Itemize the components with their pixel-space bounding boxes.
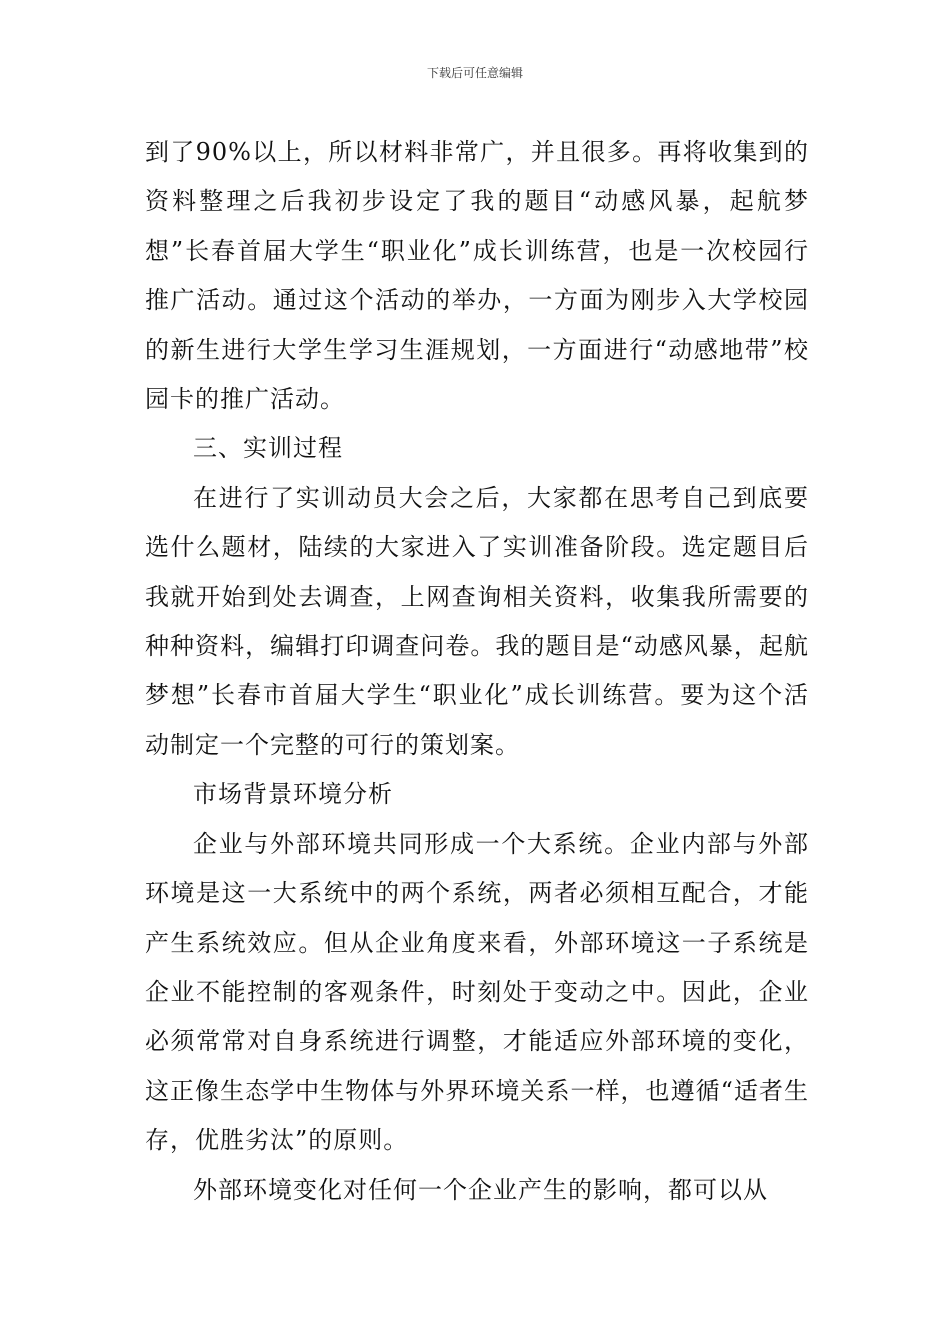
paragraph-environment-impact: 外部环境变化对任何一个企业产生的影响，都可以从: [193, 1175, 768, 1204]
paragraph-enterprise-environment: 企业与外部环境共同形成一个大系统。企业内部与外部环境是这一大系统中的两个系统，两者必须相互配合，才能产生系统效应。但从企业角度来看，外部环境这一子系统是企业不能控制的客观条件，时刻处于变动之中。因此，企业必须常常对自身系统进行调整，才能适应外部环境的变化，这正像生态学中生物体与外界环境关系一样，也遵循“适者生存，优胜劣汰”的原则。: [145, 829, 809, 1155]
document-body: [145, 128, 809, 1215]
section-heading-training-process: 三、实训过程: [193, 434, 343, 463]
page-header: 下载后可任意编辑: [426, 66, 523, 80]
section-heading-market-analysis: 市场背景环境分析: [193, 780, 393, 809]
paragraph-continuation: 到了90%以上，所以材料非常广，并且很多。再将收集到的资料整理之后我初步设定了我的题目“动感风暴，起航梦想”长春首届大学生“职业化”成长训练营，也是一次校园行推广活动。通过这个活动的举办，一方面为刚步入大学校园的新生进行大学生学习生涯规划，一方面进行“动感地带”校园卡的推广活动。: [145, 138, 809, 414]
paragraph-training-preparation: 在进行了实训动员大会之后，大家都在思考自己到底要选什么题材，陆续的大家进入了实训准备阶段。选定题目后我就开始到处去调查，上网查询相关资料，收集我所需要的种种资料，编辑打印调查问卷。我的题目是“动感风暴，起航梦想”长春市首届大学生“职业化”成长训练营。要为这个活动制定一个完整的可行的策划案。: [145, 483, 809, 759]
